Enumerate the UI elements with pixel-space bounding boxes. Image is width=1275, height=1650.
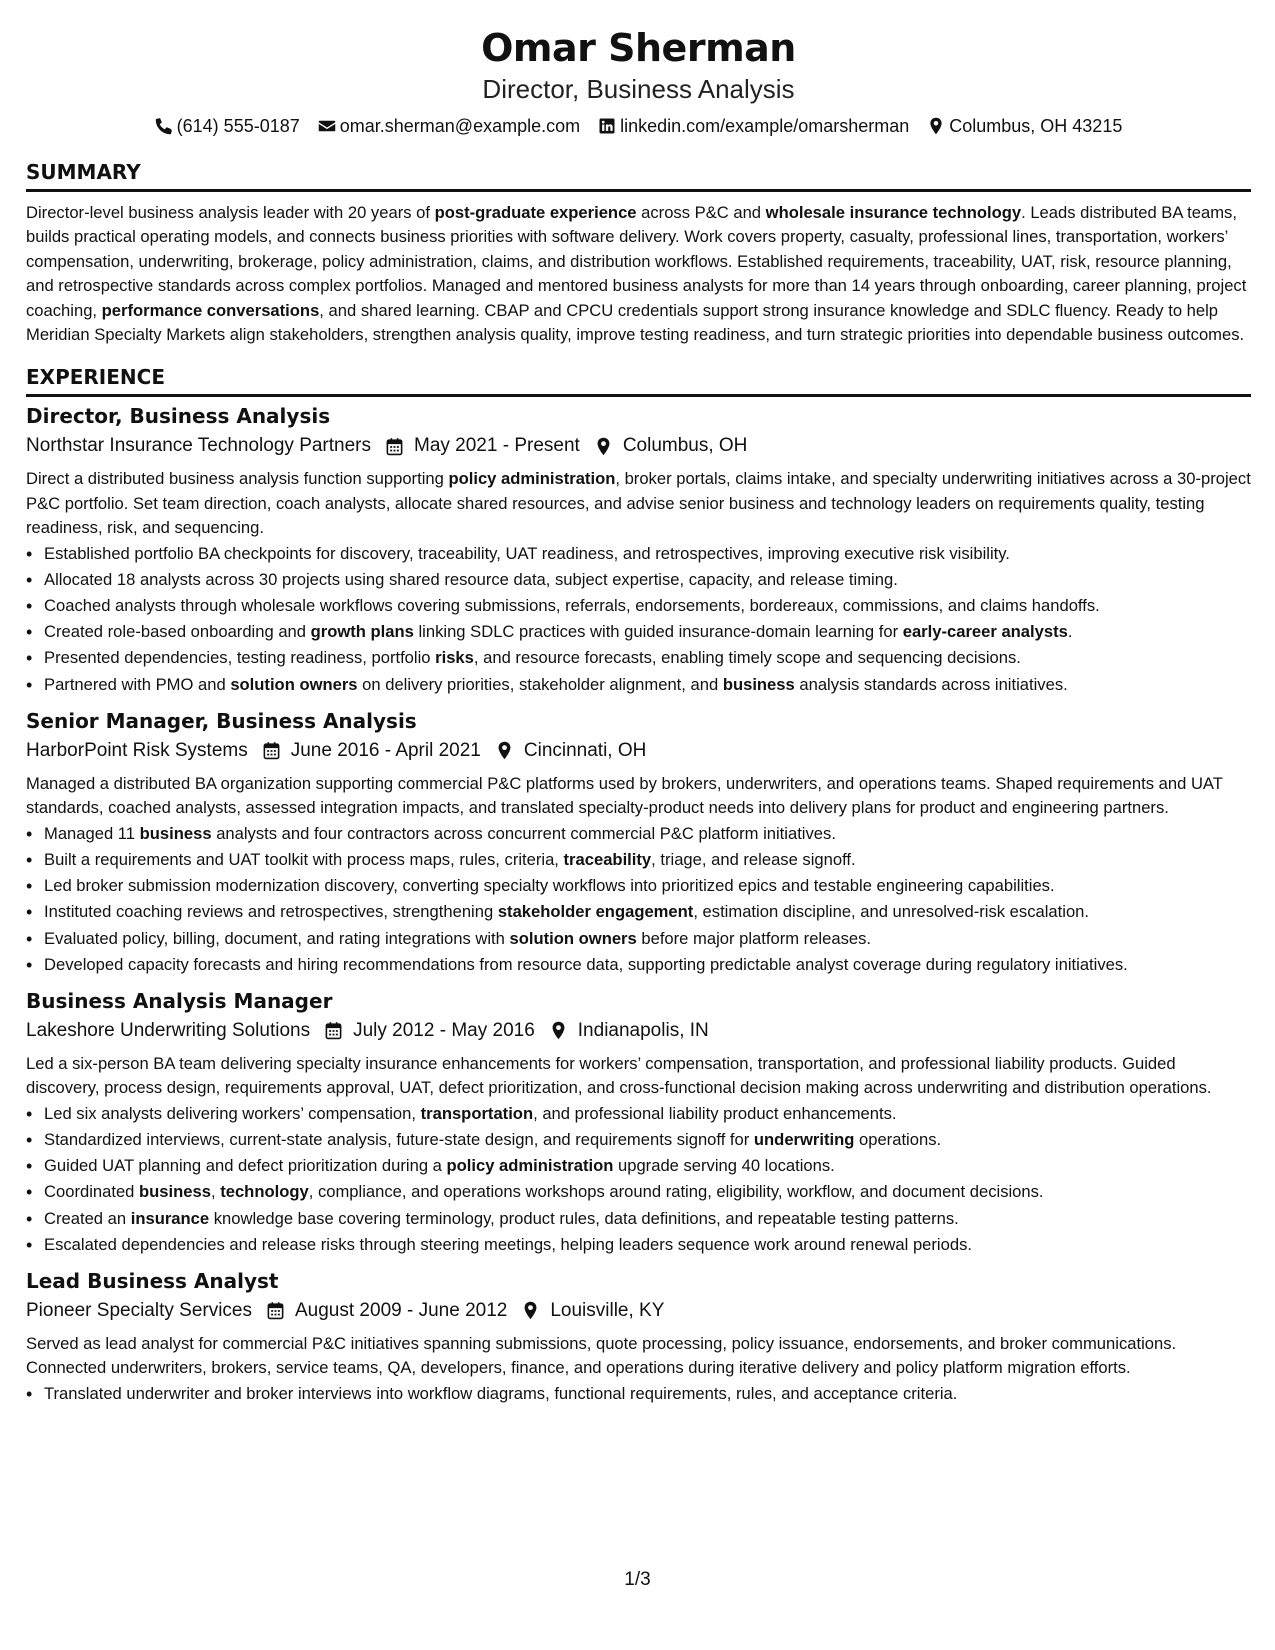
bullet-item: [26, 926, 1251, 952]
bold-phrase: solution owners: [509, 928, 637, 948]
text-run: Direct a distributed business analysis function supporting: [26, 469, 449, 489]
job-bullets: [26, 821, 1251, 978]
text-run: Coached analysts through wholesale workflows covering submissions, referrals, endorsements, bordereaux, commissions, and claims handoffs.: [44, 596, 1100, 616]
bullet-item: [26, 821, 1251, 847]
job-location: Indianapolis, IN: [577, 1019, 709, 1041]
bullet-item: [26, 1381, 1251, 1407]
text-run: ,: [210, 1182, 221, 1202]
job-title: Lead Business Analyst: [26, 1268, 279, 1293]
text-run: Served as lead analyst for commercial P&C initiatives spanning submissions, quote processing, policy issuance, endorsements, and broker communications. Connected underwriters, brokers, service teams, QA, developers, finance, and operations during iterative delivery and policy platform migration efforts.: [26, 1333, 1177, 1378]
job-meta: [26, 736, 1251, 766]
job-bullets: [26, 541, 1251, 698]
bold-phrase: wholesale insurance technology: [765, 203, 1022, 222]
company-name: Pioneer Specialty Services: [26, 1299, 252, 1321]
text-run: Built a requirements and UAT toolkit with process maps, rules, criteria,: [44, 849, 564, 869]
text-run: . Leads distributed BA teams, builds practical operating models, and connects business priorities with software delivery. Work covers property, casualty, professional lines, transportation, workers’ compensation, underwriting, brokerage, policy administration, claims, and distribution workflows. Established requirements, traceability, UAT, risk, resource planning, and retrospective standards across complex portfolios. Managed and mentored business analysts for more than 14 years through onboarding, career planning, project coaching,: [26, 203, 1247, 320]
map-marker-icon: [927, 117, 945, 135]
phone-number: (614) 555-0187: [176, 116, 300, 136]
bold-phrase: insurance: [130, 1208, 210, 1228]
text-run: analysts and four contractors across concurrent commercial P&C platform initiatives.: [211, 823, 836, 843]
text-run: on delivery priorities, stakeholder alignment, and: [357, 674, 723, 694]
contact-location: [927, 112, 1122, 140]
text-run: , broker portals, claims intake, and specialty underwriting initiatives across a 30-project P&C portfolio. Set team direction, coach analysts, allocate shared resources, and advise senior business and technology leaders on requirements quality, testing readiness, risk, and sequencing.: [26, 469, 1251, 538]
text-run: analysis standards across initiatives.: [794, 674, 1068, 694]
job-title: Senior Manager, Business Analysis: [26, 708, 417, 733]
job-meta: [26, 1016, 1251, 1046]
text-run: Partnered with PMO and: [44, 674, 231, 694]
calendar-icon: [324, 1021, 343, 1040]
bold-phrase: traceability: [563, 849, 652, 869]
text-run: , and professional liability product enhancements.: [533, 1103, 897, 1123]
experience-section: [26, 363, 1251, 1407]
summary-paragraph: [26, 201, 1251, 347]
job-description: [26, 1052, 1251, 1101]
phone-icon: [155, 117, 173, 135]
envelope-icon: [318, 117, 336, 135]
bold-phrase: performance conversations: [101, 300, 320, 320]
bullet-item: [26, 1179, 1251, 1205]
map-marker-icon: [495, 741, 514, 760]
text-run: Created role-based onboarding and: [44, 622, 311, 642]
job-list: [26, 401, 1251, 1407]
page-number: 1/3: [624, 1569, 651, 1590]
bold-phrase: technology: [220, 1182, 309, 1202]
bullet-item: [26, 645, 1251, 671]
text-run: Led broker submission modernization discovery, converting specialty workflows into prioritized epics and testable engineering capabilities.: [44, 876, 1055, 896]
job-location: Cincinnati, OH: [523, 739, 647, 761]
map-marker-icon: [521, 1301, 540, 1320]
job-description: [26, 467, 1251, 540]
company-name: HarborPoint Risk Systems: [26, 739, 248, 761]
job-entry-1: [26, 401, 1251, 697]
bullet-item: [26, 672, 1251, 698]
bold-phrase: risks: [435, 648, 474, 668]
bold-phrase: solution owners: [230, 674, 358, 694]
map-marker-icon: [594, 437, 613, 456]
text-run: , and shared learning. CBAP and CPCU credentials support strong insurance knowledge and SDLC fluency. Ready to help Meridian Specialty Markets align stakeholders, strengthen analysis quality, improve testing readiness, and turn strategic priorities into dependable business outcomes.: [26, 300, 1245, 345]
bold-phrase: business: [722, 674, 795, 694]
text-run: Translated underwriter and broker interviews into workflow diagrams, functional requirements, rules, and acceptance criteria.: [44, 1383, 958, 1403]
contact-linkedin[interactable]: [598, 112, 909, 140]
text-run: knowledge base covering terminology, product rules, data definitions, and repeatable testing patterns.: [209, 1208, 959, 1228]
calendar-icon: [262, 741, 281, 760]
bold-phrase: early-career analysts: [902, 622, 1068, 642]
summary-section: [26, 158, 1251, 347]
resume-page: [26, 22, 1251, 1411]
text-run: Established portfolio BA checkpoints for discovery, traceability, UAT readiness, and retrospectives, improving executive risk visibility.: [44, 543, 1010, 563]
text-run: Managed 11: [44, 823, 140, 843]
text-run: across P&C and: [636, 203, 766, 222]
job-location: Columbus, OH: [622, 435, 748, 457]
text-run: Guided UAT planning and defect prioritization during a: [44, 1156, 447, 1176]
bold-phrase: growth plans: [310, 622, 414, 642]
text-run: upgrade serving 40 locations.: [613, 1156, 835, 1176]
email-address[interactable]: omar.sherman@example.com: [339, 116, 581, 136]
contact-phone: [155, 112, 300, 140]
text-run: Presented dependencies, testing readiness, portfolio: [44, 648, 436, 668]
text-run: Escalated dependencies and release risks through steering meetings, helping leaders sequence work around renewal periods.: [44, 1234, 972, 1254]
job-entry-4: [26, 1266, 1251, 1407]
bullet-item: [26, 899, 1251, 925]
text-run: before major platform releases.: [636, 928, 872, 948]
bold-phrase: post-graduate experience: [434, 203, 637, 222]
bullet-item: [26, 1101, 1251, 1127]
bullet-item: [26, 1153, 1251, 1179]
location-text: Columbus, OH 43215: [949, 116, 1123, 136]
text-run: Created an: [44, 1208, 131, 1228]
job-description: [26, 1332, 1251, 1381]
candidate-name: Omar Sherman: [481, 26, 796, 70]
job-location: Louisville, KY: [550, 1299, 665, 1321]
text-run: , and resource forecasts, enabling timely scope and sequencing decisions.: [473, 648, 1021, 668]
calendar-icon: [385, 437, 404, 456]
bold-phrase: business: [139, 1182, 211, 1202]
text-run: Led a six-person BA team delivering specialty insurance enhancements for workers’ compensation, transportation, and professional liability products. Guided discovery, process design, requirements approval, UAT, defect prioritization, and cross-functional decision making across underwriting and distribution operations.: [26, 1053, 1212, 1098]
text-run: Coordinated: [44, 1182, 140, 1202]
candidate-title: Director, Business Analysis: [482, 74, 795, 104]
job-dates: August 2009 - June 2012: [295, 1299, 508, 1321]
map-marker-icon: [549, 1021, 568, 1040]
calendar-icon: [266, 1301, 285, 1320]
job-dates: June 2016 - April 2021: [290, 739, 481, 761]
bullet-item: [26, 1206, 1251, 1232]
job-title: Business Analysis Manager: [26, 988, 333, 1013]
section-divider: [26, 394, 1251, 397]
section-heading-experience: EXPERIENCE: [26, 365, 165, 390]
company-name: Lakeshore Underwriting Solutions: [26, 1019, 311, 1041]
text-run: , triage, and release signoff.: [651, 849, 856, 869]
linkedin-icon: [598, 117, 616, 135]
text-run: Instituted coaching reviews and retrospectives, strengthening: [44, 902, 498, 922]
job-description: [26, 772, 1251, 821]
bold-phrase: underwriting: [753, 1129, 855, 1149]
company-name: Northstar Insurance Technology Partners: [26, 435, 371, 457]
job-dates: July 2012 - May 2016: [353, 1019, 535, 1041]
bullet-item: [26, 1232, 1251, 1258]
text-run: , estimation discipline, and unresolved-risk escalation.: [693, 902, 1090, 922]
contact-bar: [26, 112, 1251, 140]
section-divider: [26, 189, 1251, 192]
bullet-item: [26, 593, 1251, 619]
text-run: Led six analysts delivering workers’ compensation,: [44, 1103, 421, 1123]
job-dates: May 2021 - Present: [414, 435, 580, 457]
bullet-item: [26, 541, 1251, 567]
linkedin-url[interactable]: linkedin.com/example/omarsherman: [620, 116, 910, 136]
text-run: Evaluated policy, billing, document, and rating integrations with: [44, 928, 510, 948]
bold-phrase: business: [139, 823, 212, 843]
text-run: Developed capacity forecasts and hiring recommendations from resource data, supporting predictable analyst coverage during regulatory initiatives.: [44, 954, 1128, 974]
text-run: Allocated 18 analysts across 30 projects using shared resource data, subject expertise, capacity, and release timing.: [44, 569, 898, 589]
job-meta: [26, 431, 1251, 461]
bullet-item: [26, 619, 1251, 645]
bold-phrase: policy administration: [446, 1156, 614, 1176]
resume-header: [26, 22, 1251, 140]
contact-email[interactable]: [318, 112, 580, 140]
job-bullets: [26, 1101, 1251, 1258]
text-run: operations.: [854, 1129, 942, 1149]
job-entry-3: [26, 986, 1251, 1258]
job-title: Director, Business Analysis: [26, 404, 331, 429]
text-run: .: [1067, 622, 1073, 642]
bullet-item: [26, 1127, 1251, 1153]
job-meta: [26, 1296, 1251, 1326]
bold-phrase: transportation: [420, 1103, 534, 1123]
bullet-item: [26, 567, 1251, 593]
bullet-item: [26, 847, 1251, 873]
bold-phrase: policy administration: [448, 469, 616, 489]
text-run: Managed a distributed BA organization supporting commercial P&C platforms used by brokers, underwriters, and operations teams. Shaped requirements and UAT standards, coached analysts, assessed integration impacts, and translated specialty-product needs into delivery plans for product and engineering partners.: [26, 773, 1223, 818]
section-heading-summary: SUMMARY: [26, 160, 141, 184]
job-entry-2: [26, 706, 1251, 978]
text-run: Director-level business analysis leader with 20 years of: [26, 203, 435, 222]
job-bullets: [26, 1381, 1251, 1407]
text-run: linking SDLC practices with guided insurance-domain learning for: [413, 622, 903, 642]
bold-phrase: stakeholder engagement: [497, 902, 694, 922]
text-run: Standardized interviews, current-state analysis, future-state design, and requirements signoff for: [44, 1129, 754, 1149]
text-run: , compliance, and operations workshops around rating, eligibility, workflow, and document decisions.: [308, 1182, 1044, 1202]
bullet-item: [26, 952, 1251, 978]
bullet-item: [26, 873, 1251, 899]
